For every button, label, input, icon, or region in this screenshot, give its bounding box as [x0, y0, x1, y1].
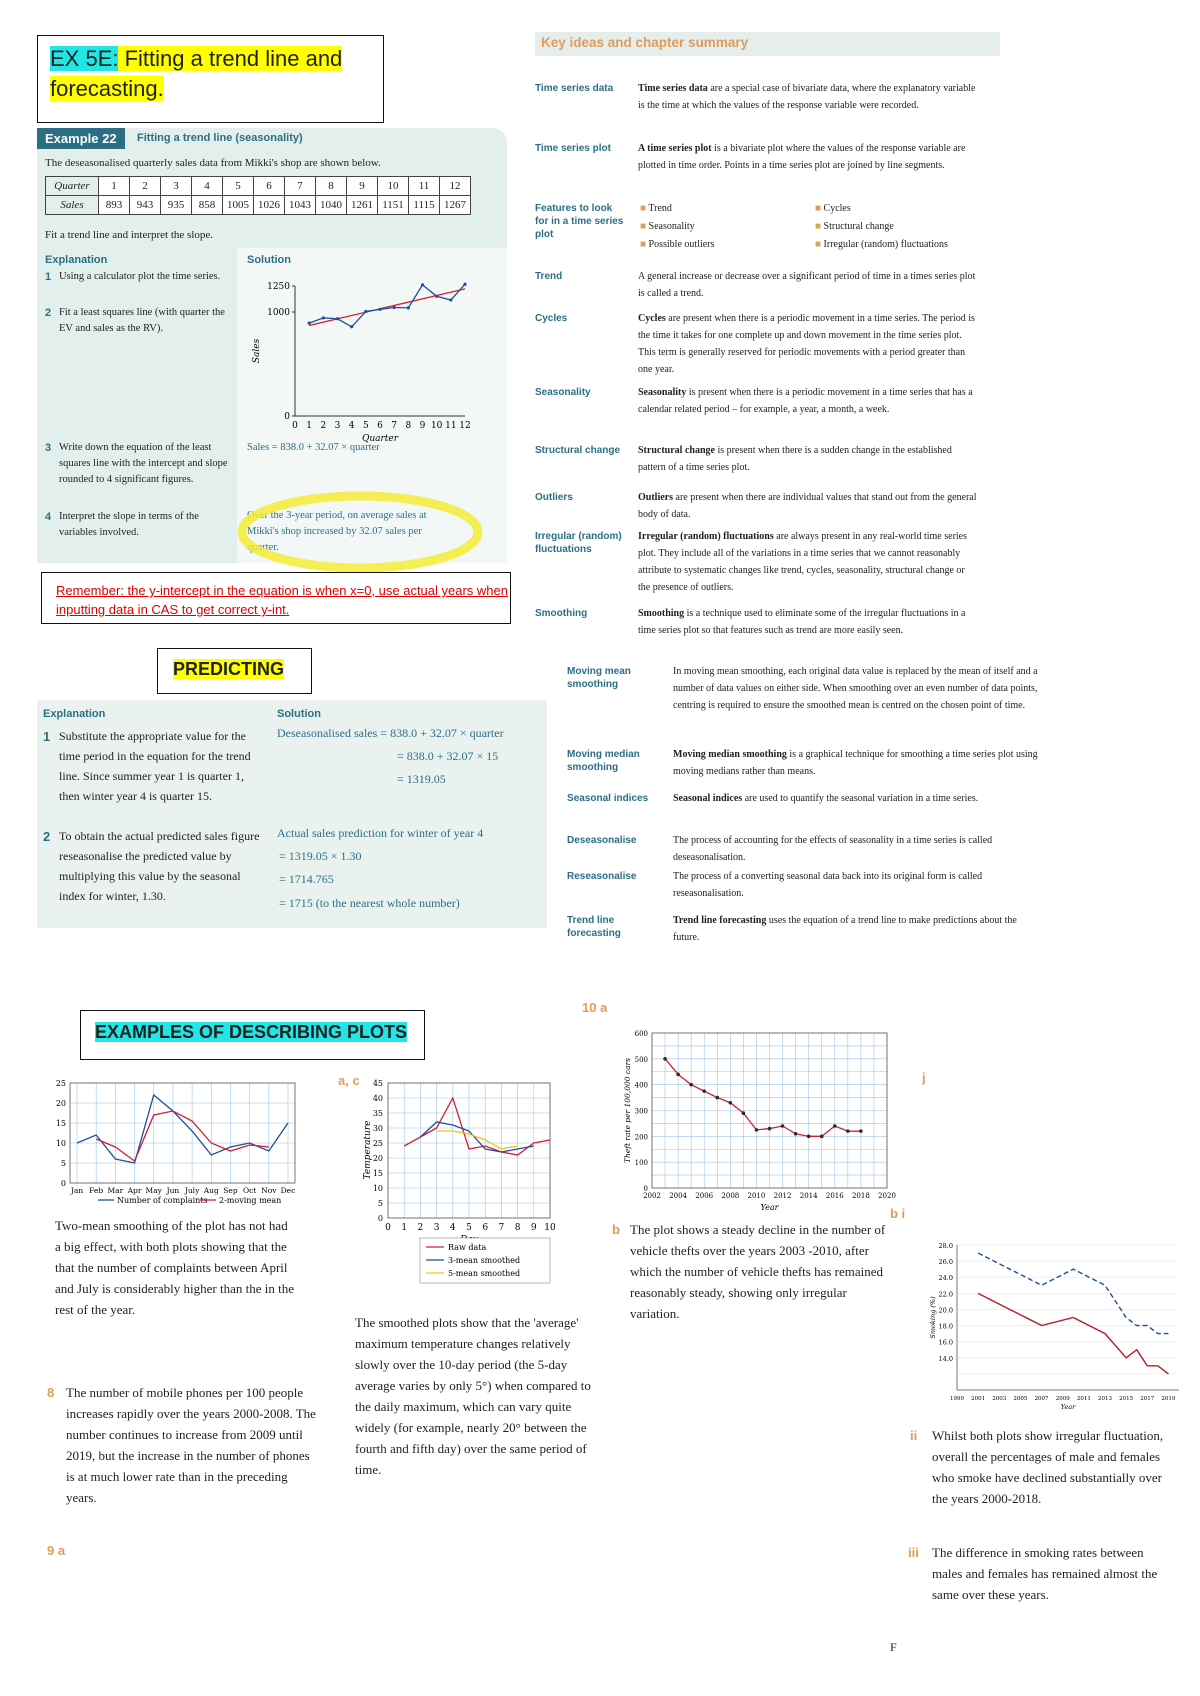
step-text: Using a calculator plot the time series.: [59, 271, 221, 282]
tick-label: 2001: [971, 1396, 986, 1402]
bullet-icon: ■: [640, 221, 649, 232]
tick-label: 2015: [1119, 1396, 1134, 1402]
tick-label: 28.0: [938, 1242, 953, 1250]
tick-label: 9: [419, 421, 426, 431]
legend-label: Number of complaints: [117, 1196, 208, 1205]
table-cell: 1040: [316, 196, 347, 215]
key-term: Seasonal indices: [567, 793, 649, 804]
data-point: [689, 1083, 693, 1087]
table-cell: 2: [130, 177, 161, 196]
solution-line: = 1319.05: [397, 772, 446, 786]
tick-label: 20: [372, 1154, 383, 1163]
feature-bullet: ■ Possible outliers: [640, 239, 715, 250]
table-cell: 943: [130, 196, 161, 215]
tick-label: 2019: [1161, 1396, 1176, 1402]
bullet-icon: ■: [815, 239, 824, 250]
tick-label: 400: [634, 1081, 648, 1090]
tick-label: 2006: [695, 1192, 714, 1200]
bullet-icon: ■: [640, 203, 649, 214]
key-definition: Moving median smoothing is a graphical technique for smoothing a time series plot using moving medians rather than means.: [673, 749, 1038, 777]
tick-label: 0: [643, 1185, 648, 1193]
tick-label: 4: [449, 1223, 456, 1233]
data-point: [435, 295, 438, 298]
tick-label: 2005: [1013, 1396, 1028, 1402]
data-point: [407, 306, 410, 309]
tick-label: 2014: [799, 1192, 818, 1200]
table-cell: 858: [192, 196, 223, 215]
table-cell: 12: [440, 177, 471, 196]
table-cell: 11: [409, 177, 440, 196]
tick-label: 18.0: [938, 1322, 953, 1331]
question-number: 10 a: [582, 1000, 608, 1015]
tick-label: 8: [405, 421, 412, 431]
tick-label: 2003: [992, 1396, 1007, 1402]
key-term: Features to look for in a time series plot: [535, 203, 624, 240]
data-point: [846, 1129, 850, 1133]
data-point: [781, 1124, 785, 1128]
tick-label: 2008: [721, 1192, 740, 1200]
tick-label: 0: [284, 412, 290, 422]
tick-label: 2002: [643, 1192, 661, 1200]
question-number: 9 a: [47, 1543, 66, 1558]
table-cell: 1: [99, 177, 130, 196]
key-ideas-header: [535, 32, 1000, 56]
tick-label: 2012: [773, 1192, 792, 1200]
example-instruction: Fit a trend line and interpret the slope.: [45, 229, 214, 241]
data-point: [820, 1135, 824, 1139]
feature-bullet: ■ Seasonality: [640, 221, 695, 232]
interpretation: Over the 3-year period, on average sales at Mikki's shop increased by 32.07 sales per quarter.: [247, 510, 427, 553]
tick-label: 22.0: [938, 1290, 953, 1299]
remember-note: [41, 572, 511, 624]
q10b-text: The plot shows a steady decline in the number of vehicle thefts over the years 2003 -2010, after which the number of vehicle thefts has remained reasonably steady, showing only irregular variation.: [630, 1222, 886, 1321]
key-term: Deseasonalise: [567, 835, 637, 846]
key-definition: In moving mean smoothing, each original data value is replaced by the mean of itself and a number of data values on either side. When smoothing over an even number of data points, centring is required to ensure the smoothed mean is centred on the chosen point of time.: [673, 666, 1038, 711]
table-cell: 935: [161, 196, 192, 215]
key-definition: A time series plot is a bivariate plot where the values of the response variable are plotted in time order. Points in a time series plot are joined by line segments.: [638, 143, 966, 171]
step-text: Fit a least squares line (with quarter the EV and sales as the RV).: [59, 307, 225, 334]
complaints-text: Two-mean smoothing of the plot has not had a big effect, with both plots showing that the that the number of complaints between April and July is considerably higher than the in the rest of the year.: [55, 1218, 295, 1317]
tick-label: 2: [417, 1223, 424, 1233]
legend-label: Raw data: [448, 1243, 487, 1252]
data-point: [676, 1073, 680, 1077]
sales-table: [45, 176, 471, 215]
title-box: [37, 35, 384, 123]
data-point: [308, 322, 311, 325]
data-point: [807, 1135, 811, 1139]
tick-label: 16.0: [938, 1338, 953, 1347]
key-definition: Seasonal indices are used to quantify the seasonal variation in a time series.: [673, 793, 979, 804]
data-point: [336, 317, 339, 320]
step-number: 2: [45, 307, 52, 319]
tick-label: 5: [362, 421, 369, 431]
data-point: [449, 298, 452, 301]
tick-label: Sep: [223, 1186, 238, 1195]
question-number: iii: [908, 1545, 919, 1560]
tick-label: 8: [514, 1223, 521, 1233]
tick-label: 500: [634, 1055, 648, 1064]
tick-label: 6: [482, 1223, 489, 1233]
predicting-heading: PREDICTING: [173, 659, 285, 679]
tick-label: Jun: [166, 1186, 180, 1195]
data-point: [794, 1132, 798, 1136]
table-row: [46, 177, 471, 196]
data-point: [715, 1096, 719, 1100]
step-number: 1: [45, 271, 52, 283]
tick-label: 15: [55, 1119, 66, 1128]
tick-label: Nov: [261, 1186, 277, 1195]
table-cell: 1115: [409, 196, 440, 215]
data-point: [729, 1101, 733, 1105]
table-cell: 3: [161, 177, 192, 196]
key-definition: The process of accounting for the effects of seasonality in a time series is called deseasonalisation.: [673, 835, 993, 863]
example-subtitle: Fitting a trend line (seasonality): [137, 132, 303, 144]
tick-label: May: [145, 1186, 162, 1195]
tick-label: 1: [306, 421, 313, 431]
step-number: 4: [45, 511, 52, 523]
qii-text: Whilst both plots show irregular fluctuation, overall the percentages of male and females who smoke have declined substantially over the years 2000-2018.: [932, 1428, 1164, 1506]
axis-label: Year: [1060, 1403, 1076, 1411]
table-cell: 4: [192, 177, 223, 196]
thefts-chart: [620, 1020, 900, 1220]
tick-label: 1999: [950, 1396, 964, 1402]
tick-label: 2004: [669, 1192, 688, 1200]
tick-label: 3: [433, 1223, 440, 1233]
key-term: Moving mean smoothing: [567, 666, 631, 690]
equation: Sales = 838.0 + 32.07 × quarter: [247, 442, 380, 453]
solution-line: Deseasonalised sales = 838.0 + 32.07 × quarter: [277, 726, 504, 740]
legend-label: 2-moving mean: [219, 1196, 282, 1205]
feature-bullet: ■ Cycles: [815, 203, 851, 214]
q8-text: The number of mobile phones per 100 people increases rapidly over the years 2000-2008. The number continues to increase from 2009 until 2019, but the increase in the number of phones is at much lower rate than in the preceding years.: [66, 1385, 316, 1505]
tick-label: 3: [334, 421, 341, 431]
key-ideas-heading: Key ideas and chapter summary: [541, 35, 749, 50]
data-point: [859, 1129, 863, 1133]
solution-line: = 1715 (to the nearest whole number): [279, 896, 460, 910]
key-definition: Smoothing is a technique used to eliminate some of the irregular fluctuations in a time series plot so that features such as trend are more easily seen.: [638, 608, 966, 636]
tick-label: 10: [430, 421, 443, 431]
table-cell: 5: [223, 177, 254, 196]
remember-text: Remember: the y-intercept in the equation is when x=0, use actual years when inputting data in CAS to get correct y-int.: [56, 583, 508, 617]
tick-label: 1: [401, 1223, 408, 1233]
tick-label: 40: [372, 1094, 383, 1103]
feature-bullet: ■ Trend: [640, 203, 672, 214]
tick-label: 10: [544, 1223, 556, 1233]
example-tag: Example 22: [37, 128, 125, 149]
axis-label: Smoking (%): [929, 1296, 937, 1339]
tick-label: Dec: [280, 1186, 296, 1195]
highlight-ring: [235, 490, 495, 580]
key-definition: A general increase or decrease over a significant period of time in a times series plot is called a trend.: [638, 271, 976, 299]
bullet-icon: ■: [815, 221, 824, 232]
tick-label: 45: [372, 1079, 383, 1088]
feature-bullet: ■ Irregular (random) fluctuations: [815, 239, 948, 250]
title-rest: Fitting a trend line and forecasting.: [50, 46, 343, 101]
legend-label: 3-mean smoothed: [448, 1256, 521, 1265]
axis-label: Quarter: [361, 434, 399, 444]
data-point: [702, 1089, 706, 1093]
table-cell: 9: [347, 177, 378, 196]
table-cell: 10: [378, 177, 409, 196]
data-point: [663, 1057, 667, 1061]
data-point: [768, 1127, 772, 1131]
tick-label: 14.0: [938, 1354, 953, 1363]
table-cell: 1261: [347, 196, 378, 215]
predicting-panel: [37, 700, 547, 928]
tick-label: 2018: [851, 1192, 870, 1200]
question-number: j: [922, 1070, 926, 1085]
axis-label: Theft rate per 100,000 cars: [623, 1057, 632, 1164]
tick-label: 1250: [267, 282, 290, 292]
key-term: Outliers: [535, 492, 573, 503]
table-cell: 1043: [285, 196, 316, 215]
question-number: 8: [47, 1385, 55, 1400]
table-header: Quarter: [46, 177, 99, 196]
smoking-chart: [925, 1230, 1187, 1420]
smoking-series: [978, 1293, 1168, 1374]
tick-label: 10: [372, 1184, 383, 1193]
tick-label: Feb: [89, 1186, 104, 1195]
key-definition: Structural change is present when there is a sudden change in the established pattern of a time series plot.: [638, 445, 952, 473]
data-point: [742, 1111, 746, 1115]
tick-label: 0: [377, 1214, 383, 1223]
key-term: Irregular (random) fluctuations: [535, 531, 622, 555]
tick-label: 5: [466, 1223, 472, 1233]
table-cell: 6: [254, 177, 285, 196]
key-definition: Trend line forecasting uses the equation of a trend line to make predictions about the future.: [673, 915, 1017, 943]
predicting-box: [157, 648, 312, 694]
key-term: Moving median smoothing: [567, 749, 640, 773]
data-point: [364, 310, 367, 313]
page-mark: F: [890, 1640, 897, 1654]
explanation-label: Explanation: [43, 708, 106, 720]
table-row: [46, 196, 471, 215]
tick-label: 600: [634, 1030, 648, 1038]
page-title: [50, 44, 383, 104]
key-term: Structural change: [535, 445, 621, 456]
axis-label: Sales: [252, 338, 262, 364]
tick-label: 2020: [878, 1192, 896, 1200]
table-cell: 1151: [378, 196, 409, 215]
question-number: b: [612, 1222, 620, 1237]
key-definition: The process of a converting seasonal data back into its original form is called reseasonalisation.: [673, 871, 983, 899]
examples-heading: EXAMPLES OF DESCRIBING PLOTS: [95, 1022, 408, 1042]
tick-label: 35: [372, 1109, 383, 1118]
tick-label: 25: [55, 1079, 66, 1088]
key-term: Smoothing: [535, 608, 588, 619]
tick-label: Oct: [242, 1186, 257, 1195]
table-cell: 893: [99, 196, 130, 215]
key-definition: Seasonality is present when there is a periodic movement in a time series that has a calendar related period – for example, a year, a month, a week.: [638, 387, 973, 415]
table-cell: 7: [285, 177, 316, 196]
key-term: Seasonality: [535, 387, 591, 398]
tick-label: Jan: [70, 1186, 84, 1195]
tick-label: 2007: [1034, 1396, 1049, 1402]
step-text: Interpret the slope in terms of the variables involved.: [59, 511, 199, 538]
plot-frame: [70, 1083, 295, 1183]
key-term: Time series plot: [535, 143, 611, 154]
tick-label: 0: [60, 1179, 66, 1188]
tick-label: 200: [634, 1133, 648, 1142]
tick-label: 6: [377, 421, 383, 431]
temperature-chart: [360, 1075, 575, 1295]
step-text: Substitute the appropriate value for the time period in the equation for the trend line. Since summer year 1 is quarter 1, then winter year 4 is quarter 15.: [59, 729, 251, 803]
data-point: [378, 308, 381, 311]
data-point: [755, 1128, 759, 1132]
table-cell: 1267: [440, 196, 471, 215]
bullet-icon: ■: [640, 239, 649, 250]
data-point: [833, 1124, 837, 1128]
tick-label: 1000: [267, 308, 290, 318]
tick-label: 0: [385, 1223, 391, 1233]
data-point: [421, 283, 424, 286]
key-term: Time series data: [535, 83, 614, 94]
tick-label: 7: [391, 421, 398, 431]
tick-label: 24.0: [938, 1274, 953, 1283]
tick-label: 5: [377, 1199, 383, 1208]
trend-line: [309, 289, 465, 326]
axis-label: Temperature: [363, 1120, 373, 1180]
tick-label: Aug: [203, 1186, 219, 1195]
tick-label: 15: [372, 1169, 383, 1178]
complaints-series: [77, 1095, 288, 1163]
data-point: [322, 316, 325, 319]
tick-label: 0: [292, 421, 298, 431]
step-number: 1: [43, 729, 51, 744]
tick-label: 11: [445, 421, 457, 431]
qiii-text: The difference in smoking rates between males and females has remained almost the same over these years.: [932, 1545, 1158, 1602]
tick-label: 5: [60, 1159, 66, 1168]
key-definition: Time series data are a special case of bivariate data, where the explanatory variable is the time at which the values of the response variable were recorded.: [638, 83, 976, 111]
tick-label: 26.0: [938, 1258, 953, 1267]
solution-line: = 838.0 + 32.07 × 15: [397, 749, 499, 763]
solution-line: = 1714.765: [279, 872, 334, 886]
tick-label: 20: [55, 1099, 66, 1108]
tick-label: 2: [320, 421, 327, 431]
moving-mean-series: [96, 1111, 269, 1161]
question-number: ii: [910, 1428, 918, 1443]
table-header: Sales: [46, 196, 99, 215]
tick-label: 9: [530, 1223, 537, 1233]
tick-label: 7: [498, 1223, 505, 1233]
step-text: Write down the equation of the least squares line with the intercept and slope rounded to 4 significant figures.: [59, 442, 228, 485]
examples-box: [80, 1010, 425, 1060]
key-definition: Irregular (random) fluctuations are always present in any real-world time series plot. They include all of the variations in a time series that we cannot reasonably attribute to systematic changes like trend, cycles, seasonality, structural change or the presence of outliers.: [638, 531, 968, 593]
data-point: [463, 283, 466, 286]
data-point: [393, 306, 396, 309]
tick-label: July: [184, 1186, 200, 1195]
key-definition: Outliers are present when there are individual values that stand out from the general body of data.: [638, 492, 977, 520]
tick-label: 30: [372, 1124, 383, 1133]
example-description: The deseasonalised quarterly sales data from Mikki's shop are shown below.: [45, 157, 381, 169]
data-point: [350, 325, 353, 328]
tick-label: Apr: [127, 1186, 142, 1195]
step-number: 2: [43, 829, 51, 844]
solution-label: Solution: [247, 254, 291, 266]
solution-line: = 1319.05 × 1.30: [279, 849, 362, 863]
step-number: 3: [45, 442, 52, 454]
key-definition: Cycles are present when there is a periodic movement in a time series. The period is the time it takes for one complete up and down movement in the time series plot. This term is generally reserved for periodic movements with a period greater than one year.: [638, 313, 975, 375]
tick-label: 100: [634, 1159, 648, 1168]
tick-label: 4: [348, 421, 355, 431]
explanation-label: Explanation: [45, 254, 108, 266]
key-term: Trend: [535, 271, 563, 282]
tick-label: 2010: [747, 1192, 766, 1200]
tick-label: Mar: [107, 1186, 124, 1195]
key-term: Trend line forecasting: [567, 915, 621, 939]
tick-label: 10: [55, 1139, 66, 1148]
tick-label: 20.0: [938, 1306, 953, 1315]
solution-label: Solution: [277, 708, 321, 720]
key-term: Reseasonalise: [567, 871, 637, 882]
key-term: Cycles: [535, 313, 568, 324]
question-number: b i: [890, 1206, 906, 1221]
tick-label: 2013: [1098, 1396, 1112, 1402]
step-text: To obtain the actual predicted sales figure reseasonalise the predicted value by multiplying this value by the seasonal index for winter, 1.30.: [59, 829, 260, 903]
tick-label: 12: [459, 421, 471, 431]
bullet-icon: ■: [815, 203, 824, 214]
legend-label: 5-mean smoothed: [448, 1269, 521, 1278]
tick-label: 2009: [1055, 1396, 1070, 1402]
table-cell: 1026: [254, 196, 285, 215]
table-cell: 8: [316, 177, 347, 196]
tick-label: 2011: [1076, 1396, 1091, 1402]
axis-label: Year: [760, 1203, 779, 1212]
question-label: a, c: [338, 1073, 360, 1088]
tick-label: 300: [634, 1107, 648, 1116]
table-cell: 1005: [223, 196, 254, 215]
title-prefix: EX 5E:: [50, 46, 119, 71]
solution-line: Actual sales prediction for winter of year 4: [277, 826, 484, 840]
tick-label: 2016: [825, 1192, 844, 1200]
complaints-chart: [40, 1070, 310, 1210]
feature-bullet: ■ Structural change: [815, 221, 894, 232]
temperature-text: The smoothed plots show that the 'average' maximum temperature changes relatively slowly over the 10-day period (the 5-day average varies by only 5°) when compared to the daily maximum, which can vary quite widely (for example, nearly 20° between the fourth and fifth day) over the same period of time.: [355, 1315, 591, 1477]
tick-label: 25: [372, 1139, 383, 1148]
tick-label: 2017: [1140, 1396, 1155, 1402]
